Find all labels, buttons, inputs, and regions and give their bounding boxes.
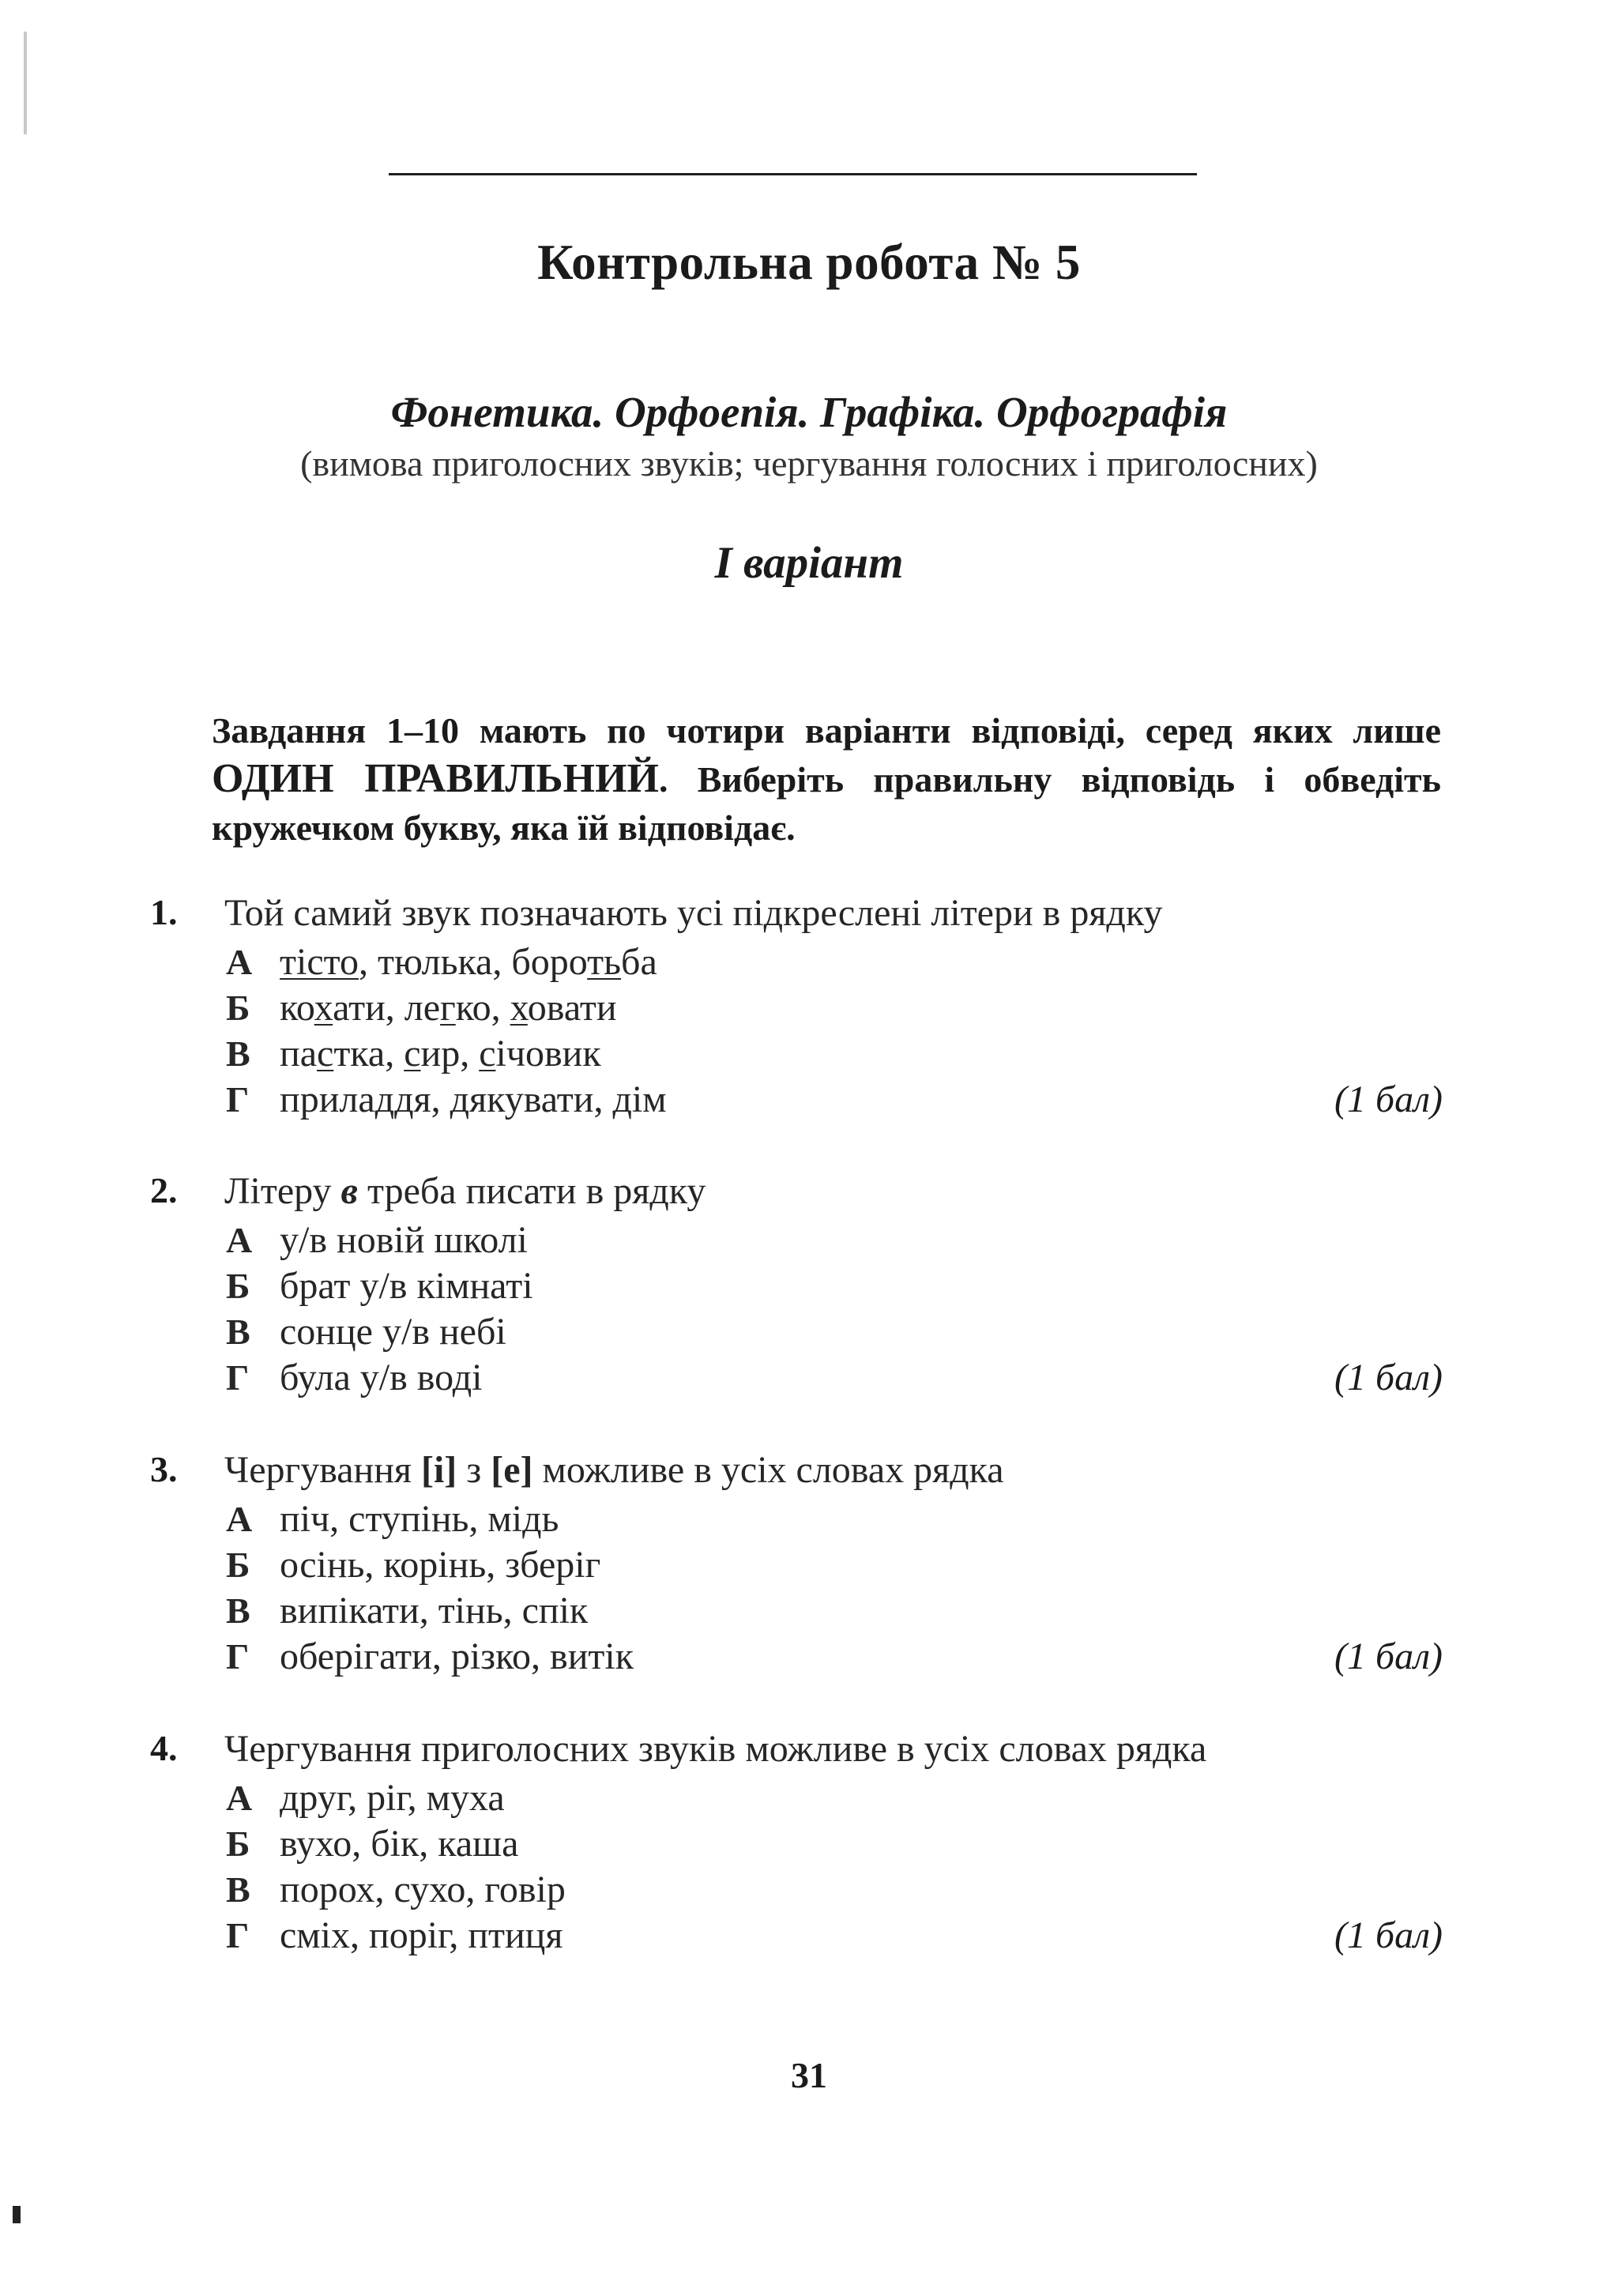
option-text: оберігати, різко, витік xyxy=(280,1635,634,1677)
answer-option-a[interactable] xyxy=(226,940,667,986)
answer-option-b[interactable] xyxy=(226,986,667,1032)
question-letter-emphasis: в xyxy=(341,1170,358,1212)
option-text: сонце у/в небі xyxy=(280,1311,506,1353)
answer-option-h[interactable] xyxy=(226,1635,634,1681)
question-text-part: з xyxy=(457,1449,491,1491)
phoneme-i: [і] xyxy=(420,1449,457,1491)
plain-segment: ко xyxy=(280,987,314,1029)
question-text: Чергування приголосних звуків можливе в усіх словах рядка xyxy=(224,1728,1207,1770)
underlined-segment: д xyxy=(450,1078,469,1120)
scan-edge-mark xyxy=(24,32,27,134)
question-text-part: Чергування xyxy=(224,1449,421,1491)
underlined-segment: г xyxy=(440,987,456,1029)
option-letter: Б xyxy=(226,988,250,1028)
option-letter: В xyxy=(226,1590,250,1631)
option-text: друг, ріг, муха xyxy=(280,1777,505,1819)
option-text xyxy=(280,941,657,983)
plain-segment: я, xyxy=(413,1078,450,1120)
question-number: 1. xyxy=(150,892,178,932)
answer-options xyxy=(226,1218,533,1402)
instructions-emphasis: ОДИН ПРАВИЛЬНИЙ xyxy=(212,756,659,801)
underlined-segment: х xyxy=(314,987,333,1029)
page-number: 31 xyxy=(791,2055,827,2095)
option-letter: Г xyxy=(226,1636,250,1677)
option-letter: В xyxy=(226,1312,250,1352)
option-text: піч, ступінь, мідь xyxy=(280,1498,559,1540)
underlined-segment: д xyxy=(612,1078,632,1120)
underlined-segment: тісто xyxy=(280,941,359,983)
option-text: порох, сухо, говір xyxy=(280,1869,566,1910)
option-text xyxy=(280,987,617,1029)
task-instructions xyxy=(212,706,1441,852)
underlined-segment: с xyxy=(404,1033,421,1075)
points-label: (1 бал) xyxy=(1334,1078,1443,1120)
topic-subtitle: Фонетика. Орфоепія. Графіка. Орфографія xyxy=(390,388,1228,436)
page-title: Контрольна робота № 5 xyxy=(537,235,1081,290)
variant-heading: І варіант xyxy=(714,538,904,588)
question-text-part: Літеру xyxy=(224,1170,341,1212)
answer-option-v[interactable] xyxy=(226,1868,566,1914)
answer-option-v[interactable] xyxy=(226,1310,533,1356)
plain-segment: ир, xyxy=(420,1033,480,1075)
option-letter: А xyxy=(226,942,253,982)
option-letter: В xyxy=(226,1869,250,1910)
option-text: осінь, корінь, зберіг xyxy=(280,1544,601,1586)
option-text xyxy=(280,1033,601,1075)
plain-segment: па xyxy=(280,1033,317,1075)
plain-segment: овати xyxy=(527,987,617,1029)
answer-options xyxy=(226,1497,634,1681)
instructions-part-1: Завдання 1–10 мають по чотири варіанти відповіді, серед яких лише xyxy=(212,710,1441,751)
option-text: була у/в воді xyxy=(280,1357,483,1398)
question-3 xyxy=(150,1448,1443,1685)
option-text: вухо, бік, каша xyxy=(280,1823,519,1865)
answer-options xyxy=(226,1776,566,1959)
question-text xyxy=(224,1448,1004,1492)
option-text xyxy=(280,1078,667,1120)
question-2 xyxy=(150,1169,1443,1406)
option-text: у/в новій школі xyxy=(280,1219,528,1261)
question-number: 3. xyxy=(150,1449,178,1489)
option-letter: А xyxy=(226,1220,253,1260)
option-text: сміх, поріг, птиця xyxy=(280,1914,563,1956)
question-text xyxy=(224,1169,706,1213)
scan-dot-mark xyxy=(13,2206,21,2223)
option-text: брат у/в кімнаті xyxy=(280,1265,533,1307)
plain-segment: якувати, xyxy=(468,1078,613,1120)
plain-segment: ко, xyxy=(455,987,510,1029)
option-letter: Г xyxy=(226,1079,250,1120)
answer-options xyxy=(226,940,667,1124)
answer-option-b[interactable] xyxy=(226,1822,566,1868)
question-number: 2. xyxy=(150,1170,178,1210)
instructions-part-2: . Виберіть правильну відповідь і обведіть кружечком букву, яка їй відповідає. xyxy=(212,759,1441,848)
answer-option-a[interactable] xyxy=(226,1218,533,1264)
plain-segment: ати, ле xyxy=(333,987,441,1029)
answer-option-h[interactable] xyxy=(226,1078,667,1124)
answer-option-v[interactable] xyxy=(226,1032,667,1078)
plain-segment: прила xyxy=(280,1078,375,1120)
underlined-segment: с xyxy=(317,1033,334,1075)
question-text-part: можливе в усіх словах рядка xyxy=(532,1449,1004,1491)
answer-option-b[interactable] xyxy=(226,1264,533,1310)
option-letter: Б xyxy=(226,1824,250,1864)
answer-option-h[interactable] xyxy=(226,1914,566,1959)
points-label: (1 бал) xyxy=(1334,1357,1443,1398)
header-rule xyxy=(389,173,1197,175)
option-letter: Г xyxy=(226,1357,250,1398)
points-label: (1 бал) xyxy=(1334,1635,1443,1677)
answer-option-b[interactable] xyxy=(226,1543,634,1589)
plain-segment: ічовик xyxy=(495,1033,601,1075)
underlined-segment: дд xyxy=(374,1078,414,1120)
plain-segment: ім xyxy=(631,1078,667,1120)
plain-segment: ба xyxy=(621,941,657,983)
option-letter: Б xyxy=(226,1266,250,1306)
plain-segment: , тюлька, боро xyxy=(358,941,588,983)
option-letter: Г xyxy=(226,1915,250,1955)
answer-option-a[interactable] xyxy=(226,1497,634,1543)
option-letter: А xyxy=(226,1499,253,1539)
question-4 xyxy=(150,1727,1443,1964)
underlined-segment: с xyxy=(479,1033,496,1075)
option-letter: Б xyxy=(226,1545,250,1585)
question-text: Той самий звук позначають усі підкреслені літери в рядку xyxy=(224,892,1163,934)
option-letter: В xyxy=(226,1033,250,1074)
answer-option-h[interactable] xyxy=(226,1356,533,1402)
option-text: випікати, тінь, спік xyxy=(280,1590,589,1632)
option-letter: А xyxy=(226,1778,253,1818)
answer-option-a[interactable] xyxy=(226,1776,566,1822)
question-text-part: треба писати в рядку xyxy=(358,1170,706,1212)
plain-segment: тка, xyxy=(333,1033,404,1075)
underlined-segment: ть xyxy=(587,941,622,983)
underlined-segment: х xyxy=(510,987,528,1029)
phoneme-e: [е] xyxy=(491,1449,533,1491)
question-1 xyxy=(150,891,1443,1128)
answer-option-v[interactable] xyxy=(226,1589,634,1635)
points-label: (1 бал) xyxy=(1334,1914,1443,1956)
topic-note: (вимова приголосних звуків; чергування голосних і приголосних) xyxy=(300,443,1318,484)
question-number: 4. xyxy=(150,1728,178,1768)
